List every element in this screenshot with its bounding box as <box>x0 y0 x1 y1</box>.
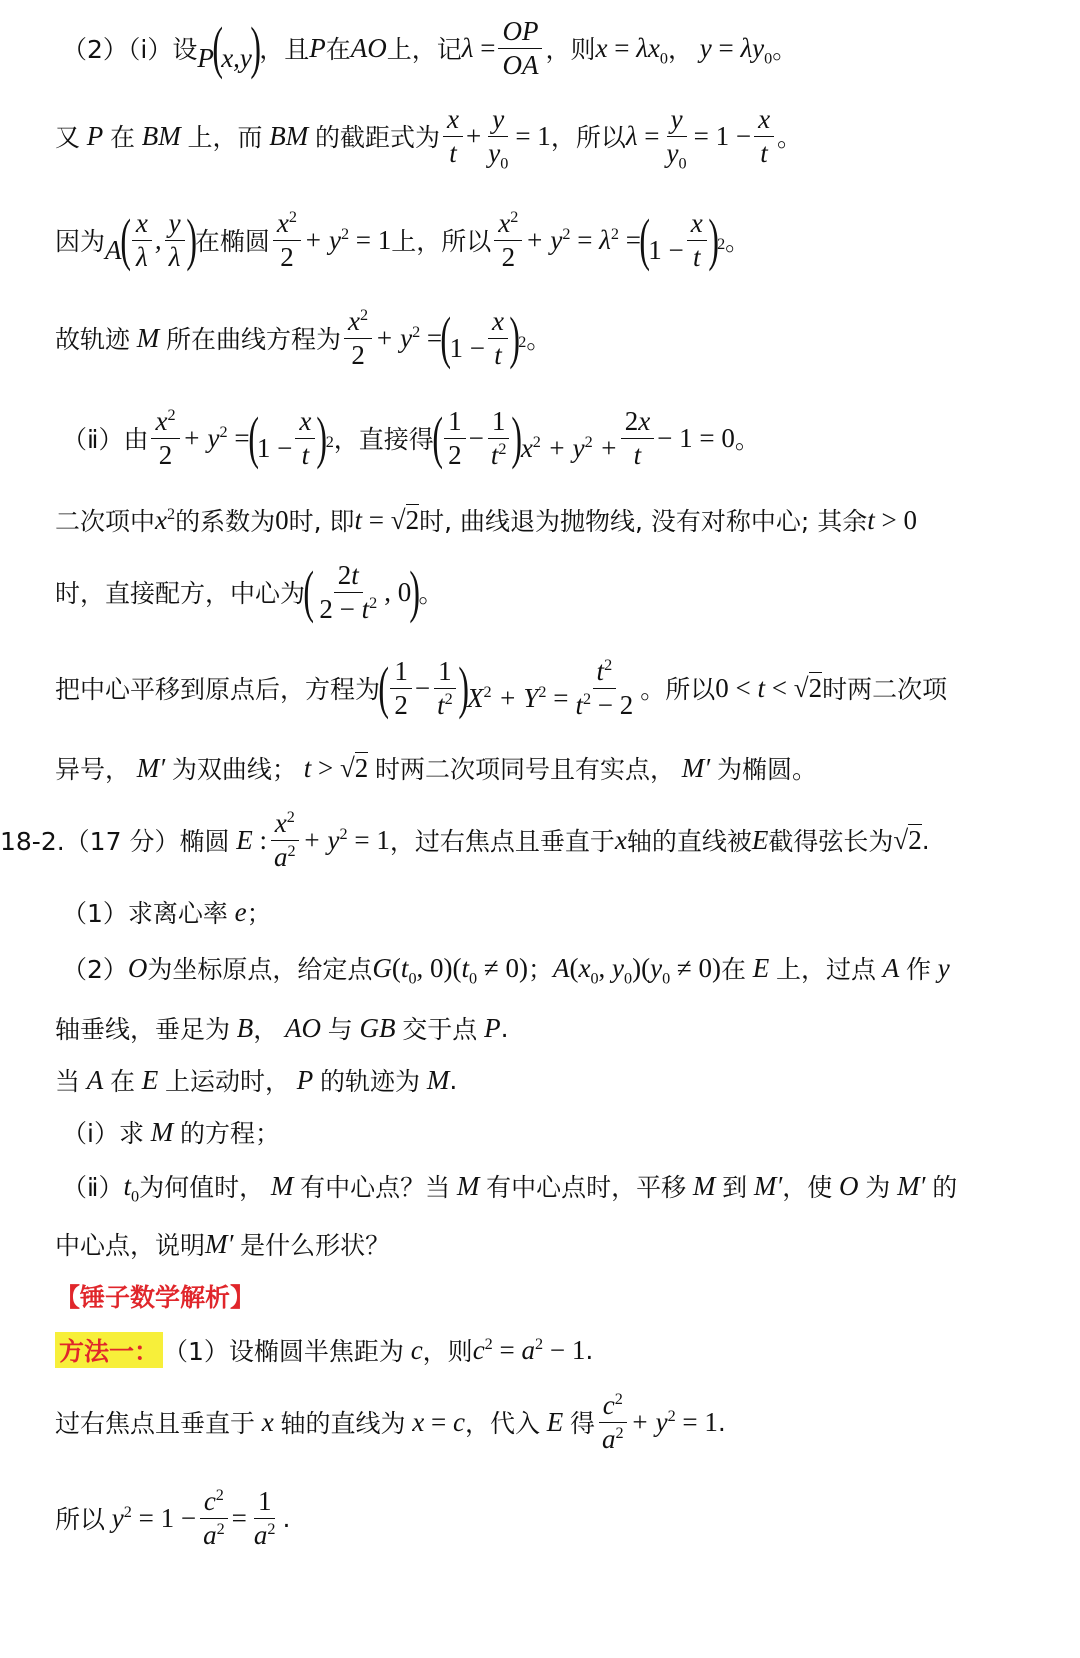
text-segment: 作 <box>906 955 932 984</box>
text-segment: （ⅰ）求 <box>62 1119 144 1148</box>
text-segment: 在 <box>110 1067 136 1096</box>
text-segment: ； <box>527 955 553 984</box>
text-segment: ； <box>246 899 272 928</box>
solution-heading <box>55 1266 255 1326</box>
text-segment: . <box>449 1065 458 1095</box>
text-line-4: 故轨迹 M 所在曲线方程为 $\frac{x^2}{2}$ + $y^2$ = (1 − $\frac{x}{t}$ )$^2$ 。 <box>55 305 552 370</box>
text-line-2: 又 P 在 BM 上，而 BM 的截距式为 $\frac{x}{t}$ + $\frac{y}{y_0}$ = 1 ，所以 λ = $\frac{y}{y_0}$ = 1 − $\frac{x}{t}$ 。 <box>55 104 803 172</box>
text-line-19: 方法一： （1）设椭圆半焦距为 c ，则 $c^2 = a^2 - 1$ . <box>55 1320 593 1380</box>
text-segment: 为双曲线； <box>171 755 297 784</box>
text-segment: 为何值时， <box>139 1173 265 1202</box>
text-segment: 的轨迹为 <box>320 1067 421 1096</box>
heading-text: 【锤子数学解析】 <box>55 1283 256 1312</box>
text-segment: . <box>585 1335 594 1365</box>
text-segment: 轴垂线，垂足为 <box>55 1015 231 1044</box>
text-segment: ，且 <box>259 35 310 64</box>
text-segment: . <box>717 1407 726 1437</box>
text-segment: ，代入 <box>464 1409 540 1438</box>
method-one-label: 方法一： <box>55 1332 163 1368</box>
text-segment: 上，过点 <box>776 955 877 984</box>
text-segment: ，则 <box>545 35 596 64</box>
text-line-20: 过右焦点且垂直于 x 轴的直线为 x = c ，代入 E 得 $\frac{c^2}{a^2}$ + $y^2 = 1$ . <box>55 1390 726 1454</box>
text-segment: 为 <box>865 1173 891 1202</box>
text-segment: 所在曲线方程为 <box>166 325 342 354</box>
text-segment: （2）（ⅰ）设 <box>62 35 198 64</box>
text-segment: 时, 即 <box>288 507 355 536</box>
text-line-5: （ⅱ）由 $\frac{x^2}{2}$ + $y^2$ = (1 − $\frac{x}{t}$ )$^2$ ，直接得 ( $\frac{1}{2}$ − $\frac{1}{t^2}$ )$x^2 + y^2$ + $\frac{2x}{t}$ − 1 = 0 。 <box>62 405 760 470</box>
text-segment: ，则 <box>422 1337 473 1366</box>
text-segment: 与 <box>327 1015 353 1044</box>
text-segment: 故轨迹 <box>55 325 131 354</box>
text-segment: 。 <box>418 579 444 608</box>
text-segment: 18-2.（17 分）椭圆 <box>0 827 230 856</box>
text-segment: 。 <box>734 425 760 454</box>
text-line-14: 当 A 在 E 上运动时， P 的轨迹为 M . <box>55 1050 457 1110</box>
text-segment: 所以 <box>55 1505 106 1534</box>
text-segment: 上，记 <box>386 35 462 64</box>
text-line-21: 所以 $y^2 = 1$ − $\frac{c^2}{a^2}$ = $\frac{1}{a^2}$ . <box>55 1486 291 1550</box>
text-segment: ，所以 <box>550 123 626 152</box>
text-segment: （1）设椭圆半焦距为 <box>163 1337 404 1366</box>
text-segment: 到 <box>722 1173 748 1202</box>
text-segment: （ⅱ）由 <box>62 425 149 454</box>
text-line-9: 异号， M′ 为双曲线； t > √2 时两二次项同号且有实点， M′ 为椭圆。 <box>55 738 817 798</box>
text-segment: 因为 <box>55 227 106 256</box>
text-line-15: （ⅰ）求 M 的方程； <box>62 1102 280 1162</box>
text-segment: 。 <box>526 325 552 354</box>
text-segment: 在 <box>110 123 136 152</box>
text-segment: 时两二次项 <box>822 675 948 704</box>
text-segment: . <box>500 1013 509 1043</box>
text-line-7: 时，直接配方，中心为 ( $\frac{2t}{2 - t^2}$ , 0 ) 。 <box>55 559 444 624</box>
text-segment: 又 <box>55 123 81 152</box>
text-segment: 当 <box>55 1067 81 1096</box>
text-segment: ， <box>253 1015 279 1044</box>
text-segment: ，过右焦点且垂直于 <box>389 827 615 856</box>
text-segment: 在椭圆 <box>194 227 270 256</box>
text-segment: 异号， <box>55 755 131 784</box>
problem-18-2: 18-2.（17 分）椭圆 E : $\frac{x^2}{a^2}$ + $y^2 = 1$ ，过右焦点且垂直于 x 轴的直线被 E 截得弦长为 √2 . <box>0 808 930 872</box>
text-segment: 。 <box>725 227 751 256</box>
text-segment: 的方程； <box>179 1119 280 1148</box>
text-segment: . <box>282 1503 291 1533</box>
text-segment: 时, 曲线退为抛物线, 没有对称中心; 其余 <box>419 507 868 536</box>
text-segment: 的截距式为 <box>315 123 441 152</box>
text-line-3: 因为 A( $\frac{x}{\lambda}$ , $\frac{y}{\lambda}$ ) 在椭圆 $\frac{x^2}{2}$ + $y^2 = 1$ 上，所以 $\frac{x^2}{2}$ + $y^2 = \lambda^2$ = (1 − $\frac{x}{t}$ )$^2$ 。 <box>55 207 751 272</box>
text-line-17: 中心点，说明 M′ 是什么形状？ <box>55 1214 390 1274</box>
text-segment: 时，直接配方，中心为 <box>55 579 306 608</box>
text-segment: 上运动时， <box>165 1067 291 1096</box>
text-segment: 中心点，说明 <box>55 1231 206 1260</box>
text-segment: 为椭圆。 <box>716 755 817 784</box>
text-segment: （2） <box>62 955 128 984</box>
text-line-8: 把中心平移到原点后，方程为 ( $\frac{1}{2}$ − $\frac{1}{t^2}$ )$X^2 + Y^2$ = $\frac{t^2}{t^2 - 2}$ 。所以 0 < t < √2 时两二次项 <box>55 655 948 720</box>
text-segment: 上，而 <box>187 123 263 152</box>
text-segment: . <box>921 825 930 855</box>
text-segment: 截得弦长为 <box>768 827 894 856</box>
text-line-13: 轴垂线，垂足为 B ， AO 与 GB 交于点 P . <box>55 998 509 1058</box>
text-segment: 。 <box>777 123 803 152</box>
text-segment: （ⅱ） <box>62 1173 124 1202</box>
text-segment: 有中心点时，平移 <box>486 1173 687 1202</box>
text-segment: 得 <box>569 1409 595 1438</box>
text-segment: ， <box>667 35 693 64</box>
text-segment: 时两二次项同号且有实点， <box>375 755 676 784</box>
text-segment: 的系数为 <box>175 507 276 536</box>
text-segment: 二次项中 <box>55 507 156 536</box>
text-line-11: （1）求离心率 e ； <box>62 882 272 942</box>
text-segment: 在 <box>720 955 746 984</box>
text-segment: 在 <box>325 35 351 64</box>
fraction: $\frac{OP}{OA}$ <box>498 17 542 79</box>
text-line-6: 二次项中 $x^2$ 的系数为 0 时, 即 t = √2 时, 曲线退为抛物线, 没有对称中心; 其余 t > 0 <box>55 490 917 550</box>
text-segment: ，直接得 <box>333 425 434 454</box>
text-line-16: （ⅱ） $t_0$ 为何值时， M 有中心点？当 M 有中心点时，平移 M 到 M′ ，使 O 为 M′ 的 <box>62 1156 957 1216</box>
text-line-12: （2） O 为坐标原点，给定点 $G(t_0$, $0)(t_0 \ne 0)$ ； $A(x_0$, $y_0)(y_0 \ne 0)$ 在 E 上，过点 A 作 y <box>62 938 950 998</box>
text-segment: 是什么形状？ <box>240 1231 391 1260</box>
text-segment: 轴的直线被 <box>626 827 752 856</box>
text-segment: 。 <box>772 35 798 64</box>
text-segment: 的 <box>932 1173 958 1202</box>
text-segment: ，使 <box>782 1173 833 1202</box>
text-line-1: （2）（ⅰ）设 P(x,y) ，且 P 在 AO 上，记 λ = $\frac{OP}{OA}$ ，则 $x = \lambda x_0$ ， $y = \lambda y_0$ 。 <box>62 15 798 80</box>
text-segment: （1）求离心率 <box>62 899 228 928</box>
text-segment: 交于点 <box>402 1015 478 1044</box>
text-segment: 把中心平移到原点后，方程为 <box>55 675 381 704</box>
text-segment: 过右焦点且垂直于 <box>55 1409 256 1438</box>
text-segment: 有中心点？当 <box>300 1173 451 1202</box>
text-segment: 上，所以 <box>391 227 492 256</box>
text-segment: 为坐标原点，给定点 <box>147 955 373 984</box>
text-segment: 轴的直线为 <box>280 1409 406 1438</box>
text-segment: 。所以 <box>640 675 716 704</box>
